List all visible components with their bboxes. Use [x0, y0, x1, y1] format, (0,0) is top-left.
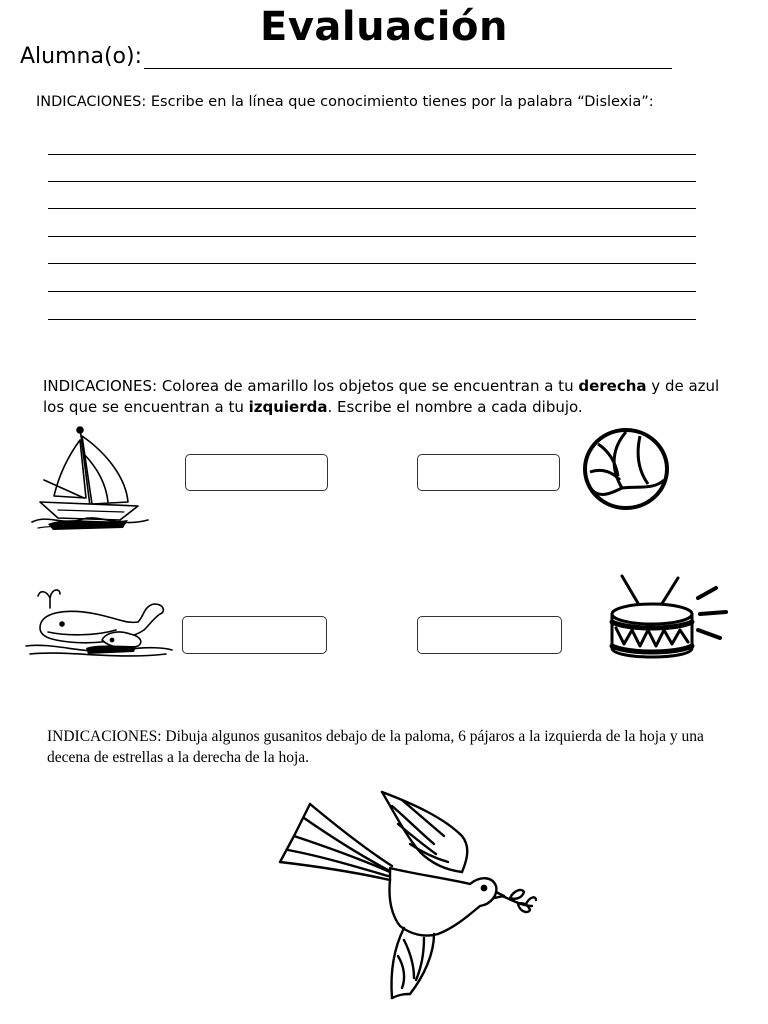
dove-icon	[274, 788, 536, 1002]
student-name-row	[20, 44, 672, 69]
answer-line[interactable]	[48, 181, 696, 182]
student-name-line[interactable]	[144, 46, 672, 69]
instruction-text: y de azul los que se encuentran a tu	[43, 377, 720, 416]
instruction-bold-right: derecha	[578, 377, 647, 395]
page-title: Evaluación	[260, 4, 508, 50]
instruction-colors	[43, 376, 733, 418]
drawing-name-box[interactable]	[417, 454, 560, 491]
sailboat-icon	[28, 424, 153, 532]
instruction-dove: INDICACIONES: Dibuja algunos gusanitos debajo de la paloma, 6 pájaros a la izquierda de la hoja y una decena de estrellas a la derecha de la hoja.	[47, 728, 704, 766]
instruction-bold-left: izquierda	[248, 398, 328, 416]
answer-line[interactable]	[48, 319, 696, 320]
instruction-dyslexia: INDICACIONES: Escribe en la línea que conocimiento tienes por la palabra “Dislexia”:	[36, 94, 654, 110]
answer-line[interactable]	[48, 208, 696, 209]
answer-line[interactable]	[48, 291, 696, 292]
answer-line[interactable]	[48, 236, 696, 237]
answer-line[interactable]	[48, 263, 696, 264]
student-label: Alumna(o):	[20, 44, 142, 69]
drawing-name-box[interactable]	[182, 616, 327, 654]
volleyball-icon	[582, 428, 670, 510]
drawing-name-box[interactable]	[417, 616, 562, 654]
whale-icon	[26, 584, 174, 660]
drum-icon	[608, 574, 730, 664]
instruction-text: . Escribe el nombre a cada dibujo.	[327, 398, 583, 416]
answer-line[interactable]	[48, 154, 696, 155]
instruction-text: INDICACIONES: Colorea de amarillo los objetos que se encuentran a tu	[43, 377, 579, 395]
drawing-name-box[interactable]	[185, 454, 328, 491]
